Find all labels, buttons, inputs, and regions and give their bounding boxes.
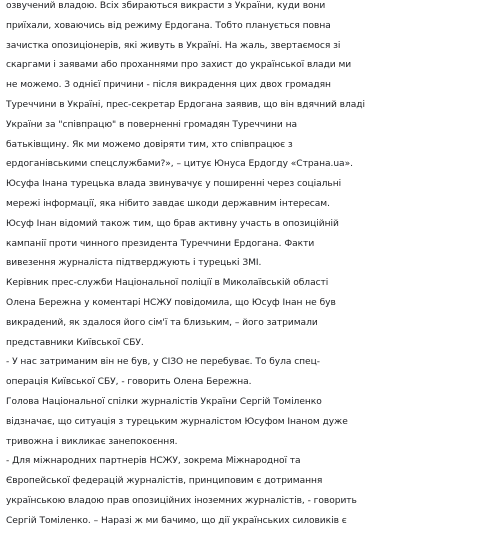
post-line: ердоганівськими спецслужбами?», – цитує Юнуса Ердогду «Страна.ua». [6,159,353,170]
post-line: мережі інформації, яка нібито завдає шкоди державним інтересам. [6,198,330,209]
post-line: - Для міжнародних партнерів НСЖУ, зокрема Міжнародної та [6,456,301,467]
post-line: України за "співпрацю" в поверненні громадян Туреччини на [6,119,298,130]
post-line: операція Київської СБУ, - говорить Олена Бережна. [6,377,252,388]
post-line: вивезення журналіста підтверджують і турецькі ЗМІ. [6,258,262,269]
post-line: не можемо. З однієї причини - після викрадення цих двох громадян [6,80,331,91]
post-line: відзначає, що ситуація з турецьким журналістом Юсуфом Інаном дуже [6,416,348,427]
post-line: скаргами і заявами або проханнями про захист до української влади ми [6,60,352,71]
post-line: представники Київської СБУ. [6,337,144,348]
post-line: озвучений владою. Всіх збираються викрасти з України, куди вони [6,1,326,11]
post-line: Голова Національної спілки журналістів України Сергій Томіленко [6,396,322,407]
post-line: кампанії проти чинного президента Туреччини Ердогана. Факти [6,238,315,249]
post-line: зачистка опозиціонерів, які живуть в Україні. На жаль, звертаємося зі [6,40,341,51]
post-line: Юсуф Інан відомий також тим, що брав активну участь в опозиційній [6,218,339,229]
post-line: батьківщину. Як ми можемо довіряти тим, хто співпрацює з [6,139,293,150]
post-line: Юсуфа Інана турецька влада звинувачує у поширенні через соціальні [6,179,342,190]
post-line: Сергій Томіленко. – Наразі ж ми бачимо, що дії українських силовиків є [6,515,347,526]
post-line: Європейської федерацій журналістів, принциповим є дотримання [6,476,323,487]
post-line: приїхали, ховаючись від режиму Ердогана. Тобто планується повна [6,20,331,31]
post-line: - У нас затриманим він не був, у СІЗО не перебуває. То була спец- [6,357,320,368]
post-line: Туреччини в Україні, прес-секретар Ердогана заявив, що він вдячний владі [6,99,365,110]
post-line: викрадений, як здалося його сім'ї та близьким, – його затримали [6,317,318,328]
post-line: українською владою прав опозиційних іноземних журналістів, - говорить [6,495,357,506]
post-line: Керівник прес-служби Національної поліції в Миколаївській області [6,278,329,289]
post-line: Олена Бережна у коментарі НСЖУ повідомила, що Юсуф Інан не був [6,297,336,308]
post-line: тривожна і викликає занепокоєння. [6,436,178,447]
